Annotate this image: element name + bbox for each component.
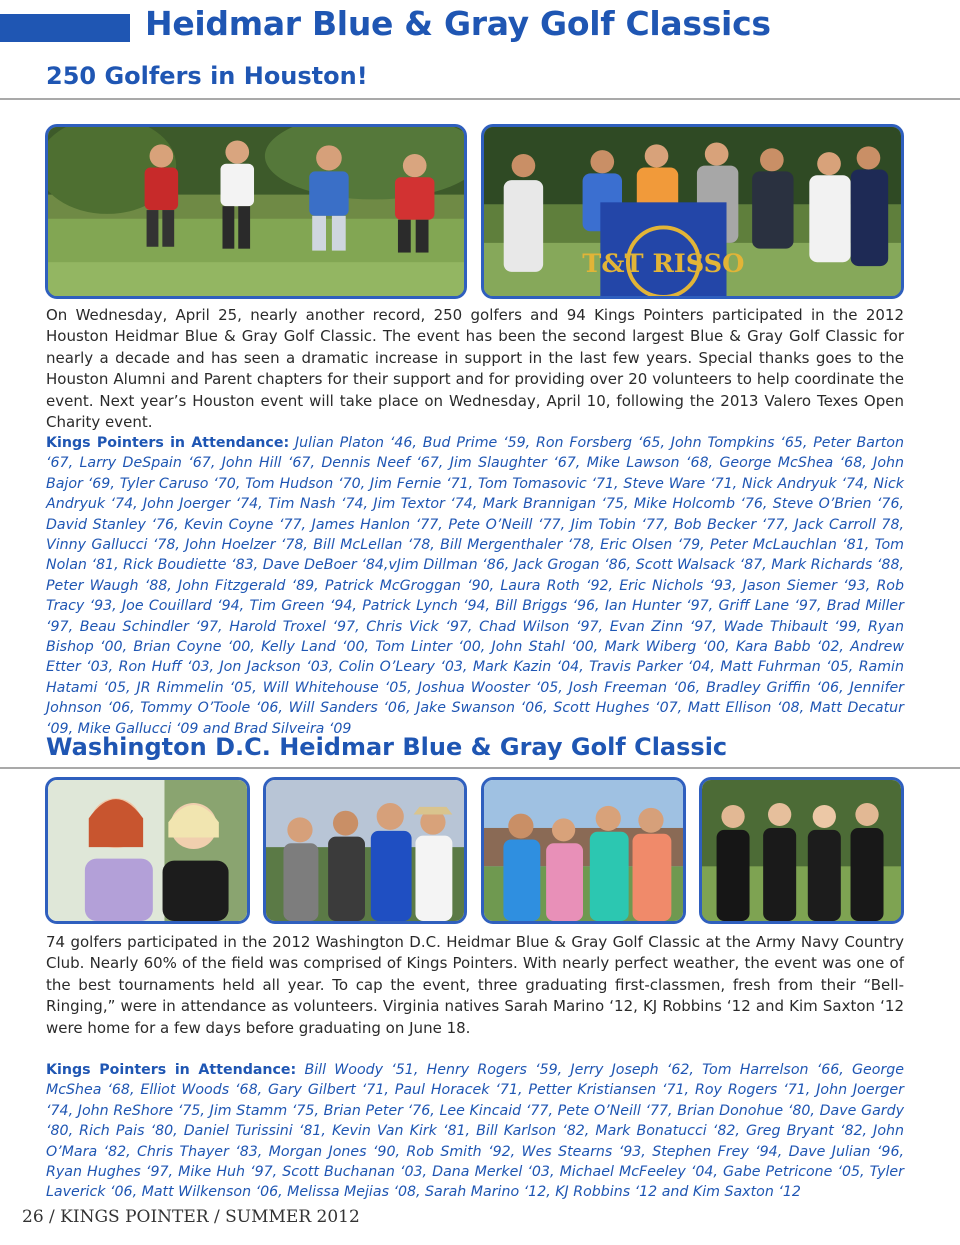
washington-attendance — [46, 1060, 904, 1203]
dc-photo-four-men — [263, 777, 467, 924]
washington-attendance-label: Kings Pointers in Attendance: — [46, 1062, 297, 1078]
houston-attendance — [46, 433, 904, 739]
houston-photo-jumping-golfers — [45, 124, 467, 299]
houston-photo-group-with-banner — [481, 124, 904, 299]
houston-attendance-label: Kings Pointers in Attendance: — [46, 435, 290, 451]
houston-attendance-names: Julian Platon ‘46, Bud Prime ‘59, Ron Forsberg ‘65, John Tompkins ‘65, Peter Barton ‘67, Larry DeSpain ‘67, John Hill ‘67, Dennis Neef ‘67, Jim Slaughter ‘67, Mike Lawson ‘68, George McShea ‘68, John Bajor ‘69, Tyler Caruso ‘70, Tom Hudson ‘70, Jim Fernie ‘71, Tom Tomasovic ‘71, Steve Ware ‘71, Nick Andryuk ‘74, Nick Andryuk ‘74, John Joerger ‘74, Tim Nash ‘74, Jim Textor ‘74, Mark Brannigan ‘75, Mike Holcomb ‘76, Steve O’Brien ‘76, David Stanley ‘76, Kevin Coyne ‘77, James Hanlon ‘77, Pete O’Neill ‘77, Jim Tobin ‘77, Bob Becker ‘77, Jack Carroll 78, Vinny Gallucci ‘78, John Hoelzer ‘78, Bill McLellan ‘78, Bill Mergenthaler ‘78, Eric Olsen ‘79, Peter McLauchlan ‘81, Tom Nolan ‘81, Rick Boudiette ‘83, Dave DeBoer ‘84,vJim Dillman ‘86, Jack Grogan ‘86, Scott Walsack ‘87, Mark Richards ‘88, Peter Waugh ‘88, John Fitzgerald ‘89, Patrick McGroggan ‘90, Laura Roth ‘92, Eric Nichols ‘93, Jason Siemer ‘93, Rob Tracy ‘93, Joe Couillard ‘94, Tim Green ‘94, Patrick Lynch ‘94, Bill Briggs ‘96, Ian Hunter ‘97, Griff Lane ‘97, Brad Miller ‘97, Beau Schindler ‘97, Harold Troxel ‘97, Chris Vick ‘97, Chad Wilson ‘97, Evan Zinn ‘97, Wade Thibault ‘99, Ryan Bishop ‘00, Brian Coyne ‘00, Kelly Land ‘00, Tom Linter ‘00, John Stahl ‘00, Mark Wiberg ‘00, Kara Babb ‘02, Andrew Etter ‘03, Ron Huff ‘03, Jon Jackson ‘03, Colin O’Leary ‘03, Mark Kazin ‘04, Travis Parker ‘04, Matt Fuhrman ‘05, Ramin Hatami ‘05, JR Rimmelin ‘05, Will Whitehouse ‘05, Joshua Wooster ‘05, Josh Freeman ‘06, Bradley Griffin ‘06, Jennifer Johnson ‘06, Tommy O’Toole ‘06, Will Sanders ‘06, Jake Swanson ‘06, Scott Hughes ‘07, Matt Ellison ‘08, Matt Decatur ‘09, Mike Gallucci ‘09 and Brad Silveira ‘09 — [46, 435, 904, 737]
title-accent-bar — [0, 14, 130, 42]
washington-paragraph: 74 golfers participated in the 2012 Washington D.C. Heidmar Blue & Gray Golf Classic at the Army Navy Country Club. Nearly 60% of the field was comprised of Kings Pointers. With nearly perfect weather, the event was one of the best tournaments held all year. To cap the event, three graduating first-classmen, fresh from their “Bell-Ringing,” were in attendance as volunteers. Virginia natives Sarah Marino ‘12, KJ Robbins ‘12 and Kim Saxton ‘12 were home for a few days before graduating on June 18. — [46, 933, 904, 1037]
washington-attendance-names: Bill Woody ‘51, Henry Rogers ‘59, Jerry Joseph ‘62, Tom Harrelson ‘66, George McShea ‘68, Elliot Woods ‘68, Gary Gilbert ‘71, Paul Horacek ‘71, Petter Kristiansen ‘71, Roy Rogers ‘71, John Joerger ‘74, John ReShore ‘75, Jim Stamm ‘75, Brian Peter ‘76, Lee Kincaid ‘77, Pete O’Neill ‘77, Brian Donohue ‘80, Dave Gardy ‘80, Rich Pais ‘80, Daniel Turissini ‘81, Kevin Van Kirk ‘81, Bill Karlson ‘82, Mark Bonatucci ‘82, Greg Bryant ‘82, John O’Mara ‘82, Chris Thayer ‘83, Morgan Jones ‘90, Rob Smith ‘92, Wes Stearns ‘93, Stephen Frey ‘94, Dave Julian ‘96, Ryan Hughes ‘97, Mike Huh ‘97, Scott Buchanan ‘03, Dana Merkel ‘03, Michael McFeeley ‘04, Gabe Petricone ‘05, Tyler Laverick ‘06, Matt Wilkenson ‘06, Melissa Mejias ‘08, Sarah Marino ‘12, KJ Robbins ‘12 and Kim Saxton ‘12 — [46, 1062, 904, 1201]
houston-paragraph: On Wednesday, April 25, nearly another record, 250 golfers and 94 Kings Pointers participated in the 2012 Houston Heidmar Blue & Gray Golf Classic. The event has been the second largest Blue & Gray Golf Classic for nearly a decade and has seen a dramatic increase in support in the last few years. Special thanks goes to the Houston Alumni and Parent chapters for their support and for providing over 20 volunteers to help coordinate the event. Next year’s Houston event will take place on Wednesday, April 10, following the 2013 Valero Texes Open Charity event. — [46, 306, 904, 432]
washington-heading: Washington D.C. Heidmar Blue & Gray Golf Classic — [46, 733, 728, 761]
dc-photo-volunteers — [699, 777, 904, 924]
dc-photo-two-women — [45, 777, 250, 924]
houston-subtitle: 250 Golfers in Houston! — [46, 62, 368, 90]
dc-photo-three-graduates — [481, 777, 686, 924]
washington-divider — [0, 767, 960, 769]
banner-text: T&T RISSO — [582, 248, 745, 278]
page-title: Heidmar Blue & Gray Golf Classics — [145, 4, 771, 43]
header-divider — [0, 98, 960, 100]
page-footer: 26 / KINGS POINTER / SUMMER 2012 — [22, 1207, 360, 1227]
